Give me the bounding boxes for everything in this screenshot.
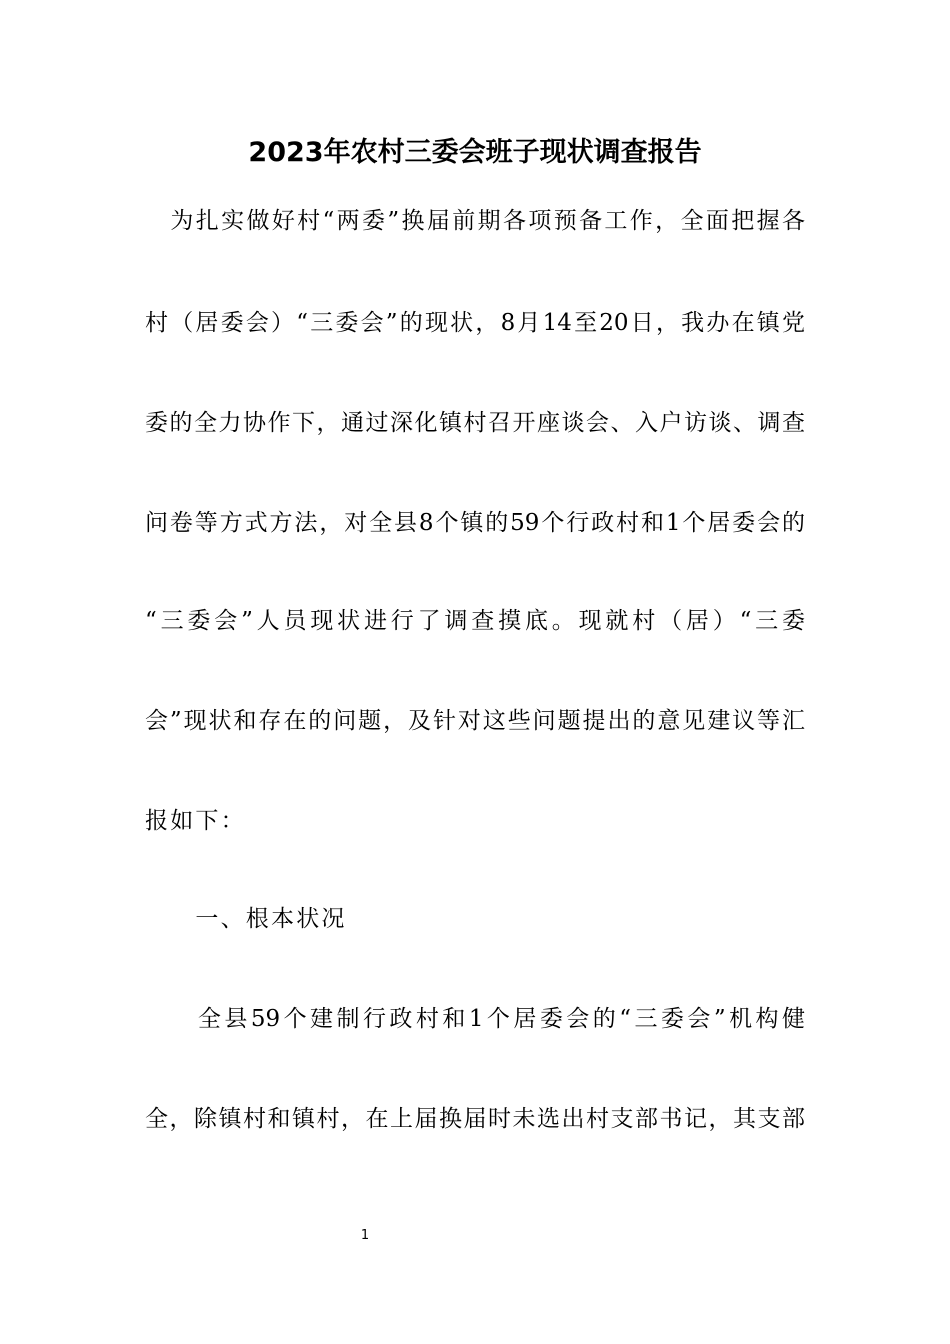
paragraph-line: 会”现状和存在的问题，及针对这些问题提出的意见建议等汇	[145, 708, 805, 734]
paragraph-line: 为扎实做好村“两委”换届前期各项预备工作，全面把握各	[145, 208, 805, 234]
paragraph-line: 报如下：	[145, 808, 246, 834]
paragraph-line: 问卷等方式方法，对全县8个镇的59个行政村和1个居委会的	[145, 510, 805, 536]
paragraph-line: 委的全力协作下，通过深化镇村召开座谈会、入户访谈、调查	[145, 410, 805, 436]
document-title: 2023年农村三委会班子现状调查报告	[248, 137, 702, 168]
page-number: 1	[360, 1228, 370, 1243]
section-heading: 一、根本状况	[145, 906, 347, 932]
paragraph-line: “三委会”人员现状进行了调查摸底。现就村（居）“三委	[145, 608, 805, 634]
paragraph-line: 全县59个建制行政村和1个居委会的“三委会”机构健	[145, 1006, 805, 1032]
paragraph-line: 全，除镇村和镇村，在上届换届时未选出村支部书记，其支部	[145, 1106, 805, 1132]
paragraph-line: 村（居委会）“三委会”的现状，8月14至20日，我办在镇党	[145, 310, 805, 336]
